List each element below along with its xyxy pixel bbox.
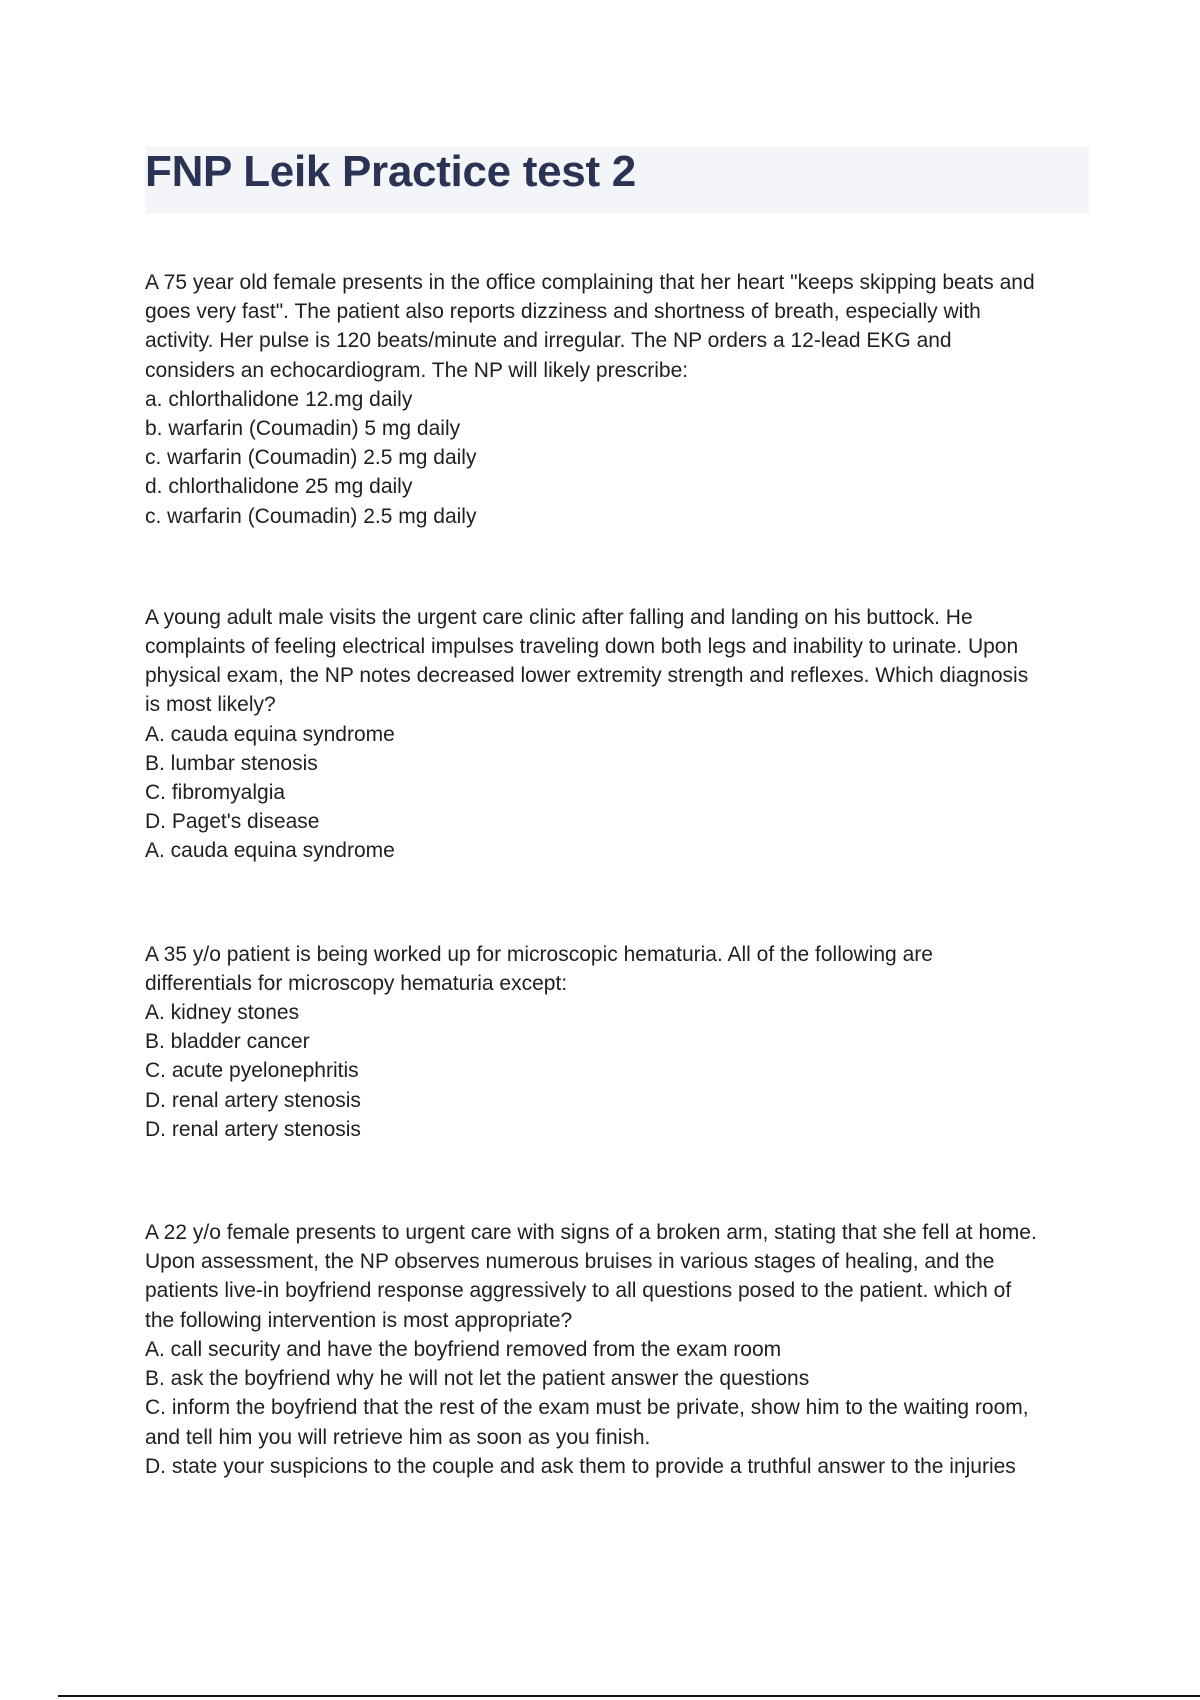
answer-option: A. cauda equina syndrome [145, 722, 395, 746]
question-stem-line: patients live-in boyfriend response aggressively to all questions posed to the patient. which of [145, 1279, 1012, 1303]
question-stem-line: A 75 year old female presents in the office complaining that her heart "keeps skipping beats and [145, 271, 1035, 294]
question-list [145, 268, 1095, 1553]
correct-answer: D. renal artery stenosis [145, 1117, 361, 1141]
page-bottom-rule [58, 1695, 1200, 1697]
answer-option: A. call security and have the boyfriend removed from the exam room [145, 1337, 782, 1361]
answer-option: d. chlorthalidone 25 mg daily [145, 475, 413, 499]
answer-option: a. chlorthalidone 12.mg daily [145, 387, 413, 411]
question-3 [145, 940, 1095, 1144]
question-stem-line: differentials for microscopy hematuria except: [145, 971, 568, 995]
correct-answer: A. cauda equina syndrome [145, 839, 395, 863]
answer-option: C. acute pyelonephritis [145, 1059, 359, 1083]
answer-option: D. state your suspicions to the couple and ask them to provide a truthful answer to the injuries [145, 1454, 1016, 1478]
question-stem-line: A 22 y/o female presents to urgent care with signs of a broken arm, stating that she fell at home. [145, 1221, 1037, 1245]
correct-answer: c. warfarin (Coumadin) 2.5 mg daily [145, 504, 477, 528]
answer-option: C. inform the boyfriend that the rest of the exam must be private, show him to the waiting room, [145, 1396, 1029, 1420]
answer-option: A. kidney stones [145, 1001, 300, 1025]
question-stem-line: goes very fast". The patient also reports dizziness and shortness of breath, especially with [145, 300, 981, 324]
question-1 [145, 268, 1095, 531]
question-stem-line: A young adult male visits the urgent care clinic after falling and landing on his buttock. He [145, 605, 973, 629]
question-stem-line: the following intervention is most appropriate? [145, 1308, 573, 1332]
question-stem-line: considers an echocardiogram. The NP will likely prescribe: [145, 358, 689, 382]
answer-option: B. lumbar stenosis [145, 751, 318, 775]
answer-option: D. Paget's disease [145, 810, 320, 834]
question-stem-line: activity. Her pulse is 120 beats/minute and irregular. The NP orders a 12-lead EKG and [145, 329, 952, 353]
answer-option: C. fibromyalgia [145, 781, 286, 805]
answer-option: D. renal artery stenosis [145, 1088, 361, 1112]
question-stem-line: Upon assessment, the NP observes numerous bruises in various stages of healing, and the [145, 1250, 995, 1274]
page-title: FNP Leik Practice test 2 [145, 147, 636, 196]
answer-option: B. bladder cancer [145, 1030, 310, 1054]
question-2 [145, 603, 1095, 866]
question-stem-line: physical exam, the NP notes decreased lower extremity strength and reflexes. Which diagnosis [145, 664, 1029, 688]
answer-option: B. ask the boyfriend why he will not let the patient answer the questions [145, 1367, 810, 1391]
answer-option: and tell him you will retrieve him as soon as you finish. [145, 1425, 651, 1449]
question-stem-line: A 35 y/o patient is being worked up for microscopic hematuria. All of the following are [145, 942, 933, 966]
answer-option: b. warfarin (Coumadin) 5 mg daily [145, 417, 461, 441]
answer-option: c. warfarin (Coumadin) 2.5 mg daily [145, 446, 477, 470]
question-stem-line: complaints of feeling electrical impulses traveling down both legs and inability to urinate. Upon [145, 635, 1019, 659]
question-stem-line: is most likely? [145, 693, 276, 717]
question-4 [145, 1218, 1095, 1481]
